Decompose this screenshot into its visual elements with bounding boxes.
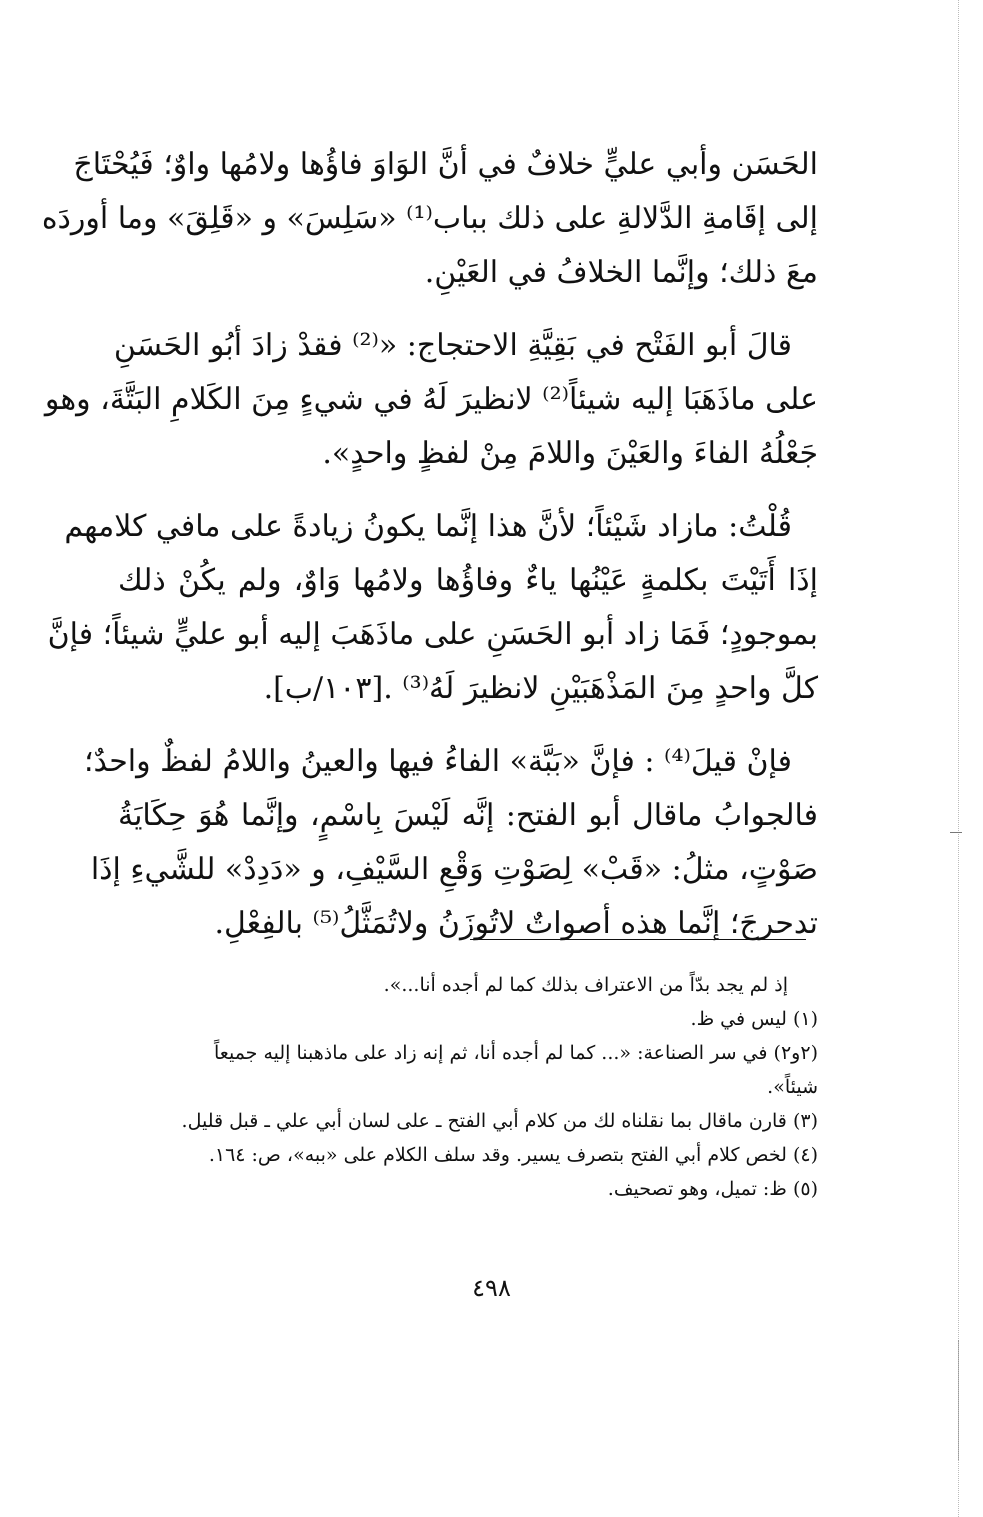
footnote-text: قارن ماقال بما نقلناه لك من كلام أبي الفتح ـ على لسان أبي علي ـ قبل قليل. bbox=[181, 1110, 787, 1132]
scan-edge-line-lower bbox=[958, 1340, 959, 1460]
footnote-text: ظ: تميل، وهو تصحيف. bbox=[607, 1178, 787, 1200]
text-line: تدحرجَ؛ إنَّما هذه أصواتٌ لاتُوزَنُ ولاتُمَثَّلُ⁽⁵⁾ بالفِعْلِ. bbox=[214, 906, 818, 941]
footnote-text: ليس في ظ. bbox=[690, 1008, 787, 1030]
footnote-carryover: إذ لم يجد بدّاً من الاعتراف بذلك كما لم أجده أنا...». bbox=[383, 974, 788, 996]
paragraph-3 bbox=[47, 500, 818, 716]
text-line: إذَا أَتَيْتَ بكلمةٍ عَيْنُها ياءٌ وفاؤُها ولامُها وَاوٌ، ولم يكُنْ ذلك bbox=[118, 563, 818, 598]
footnote-mark: (٤) bbox=[792, 1144, 818, 1166]
paragraph-2 bbox=[44, 319, 818, 481]
footnote-2-continuation: شيئاً». bbox=[767, 1076, 818, 1098]
footnote-text: لخص كلام أبي الفتح بتصرف يسير. وقد سلف الكلام على «ببه»، ص: ١٦٤. bbox=[208, 1144, 787, 1166]
footnote-mark: (٢و٢) bbox=[773, 1042, 818, 1064]
text-line: على ماذَهَبَا إليه شيئاً⁽²⁾ لانظيرَ لَهُ في شيءٍ مِنَ الكَلامِ البَتَّةَ، وهو bbox=[44, 382, 818, 417]
footnote-2 bbox=[108, 1036, 818, 1070]
footnote-divider bbox=[470, 939, 806, 940]
text-line: معَ ذلك؛ وإنَّما الخلافُ في العَيْنِ. bbox=[424, 255, 818, 290]
footnote-mark: (١) bbox=[792, 1008, 818, 1030]
main-text bbox=[41, 138, 818, 970]
margin-tick bbox=[950, 832, 962, 833]
text-line: صَوْتٍ، مثلُ: «قَبْ» لِصَوْتِ وَقْعِ السَّيْفِ، و «دَدِدْ» للشَّيءِ إذَا bbox=[90, 852, 818, 887]
page-number: ٤٩٨ bbox=[472, 1274, 511, 1302]
paragraph-1 bbox=[41, 138, 818, 300]
footnotes bbox=[108, 968, 818, 1206]
text-line: قُلْتُ: مازاد شَيْئاً؛ لأنَّ هذا إنَّما يكونُ زيادةً على مافي كلامهم bbox=[64, 509, 792, 544]
text-line: فالجوابُ ماقال أبو الفتح: إنَّه لَيْسَ بِاسْمٍ، وإنَّما هُوَ حِكَايَةُ bbox=[118, 798, 818, 833]
footnote-3 bbox=[108, 1104, 818, 1138]
text-line: فإنْ قيلَ⁽⁴⁾ : فإنَّ «بَبَّة» الفاءُ فيها والعينُ واللامُ لفظٌ واحدٌ؛ bbox=[83, 744, 792, 779]
text-line: بموجودٍ؛ فَمَا زاد أبو الحَسَنِ على ماذَهَبَ إليه أبو عليٍّ شيئاً؛ فإنَّ bbox=[47, 617, 818, 652]
text-line: إلى إقَامةِ الدَّلالةِ على ذلك بباب⁽¹⁾ «سَلِسَ» و «قَلِقَ» وما أوردَه bbox=[41, 201, 818, 236]
text-line: قالَ أبو الفَتْح في بَقِيَّةِ الاحتجاج: «⁽²⁾ فقدْ زادَ أبُو الحَسَنِ bbox=[113, 328, 792, 363]
footnote-text: في سر الصناعة: «... كما لم أجده أنا، ثم إنه زاد على ماذهبنا إليه جميعاً bbox=[214, 1042, 768, 1064]
footnote-mark: (٣) bbox=[792, 1110, 818, 1132]
paragraph-4 bbox=[83, 735, 818, 951]
text-line: جَعْلُهُ الفاءَ والعَيْنَ واللامَ مِنْ لفظٍ واحدٍ». bbox=[322, 436, 818, 471]
text-line: الحَسَن وأبي عليٍّ خلافٌ في أنَّ الوَاوَ فاؤُها ولامُها واوٌ؛ فَيُحْتَاجَ bbox=[73, 147, 818, 182]
text-line: كلَّ واحدٍ مِنَ المَذْهَبَيْنِ لانظيرَ لَهُ⁽³⁾ .[١٠٣/ب]. bbox=[263, 671, 818, 706]
footnote-4 bbox=[108, 1138, 818, 1172]
footnote-mark: (٥) bbox=[792, 1178, 818, 1200]
footnote-1 bbox=[108, 1002, 818, 1036]
footnote-5 bbox=[108, 1172, 818, 1206]
